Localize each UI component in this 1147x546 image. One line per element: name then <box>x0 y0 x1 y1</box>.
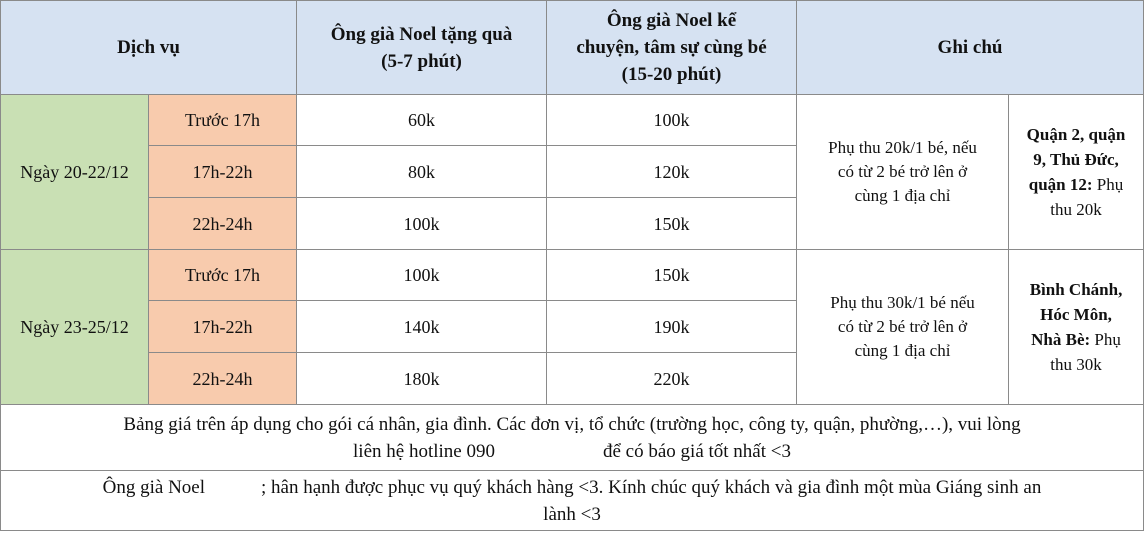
district-fee: Phụ <box>1094 330 1121 349</box>
footer-text: Ông già Noel <box>102 476 206 498</box>
footer-text: Bảng giá trên áp dụng cho gói cá nhân, gia đình. Các đơn vị, tổ chức (trường học, công ty, quận, phường,…), vui lòng <box>123 413 1021 435</box>
gift-price-cell: 100k <box>297 250 547 301</box>
header-notes: Ghi chú <box>797 1 1144 95</box>
story-price-cell: 120k <box>547 146 797 198</box>
story-price-cell: 190k <box>547 301 797 353</box>
footer-text: lành <3 <box>543 503 601 525</box>
district-names: Hóc Môn, <box>1040 305 1112 324</box>
date-cell: Ngày 20-22/12 <box>1 95 149 250</box>
gift-price-cell: 140k <box>297 301 547 353</box>
header-story <box>547 1 797 95</box>
note-line: cùng 1 địa chỉ <box>854 186 951 205</box>
district-names: Bình Chánh, <box>1029 280 1123 299</box>
gift-price-cell: 180k <box>297 353 547 405</box>
gift-price-cell: 80k <box>297 146 547 198</box>
time-slot-cell: 22h-24h <box>149 198 297 250</box>
header-row <box>1 1 1144 95</box>
note-line: cùng 1 địa chỉ <box>854 341 951 360</box>
story-price-cell: 100k <box>547 95 797 146</box>
header-story-line2: chuyện, tâm sự cùng bé <box>576 37 767 58</box>
time-slot-cell: Trước 17h <box>149 95 297 146</box>
header-story-duration: (15-20 phút) <box>621 64 722 85</box>
district-names: Quận 2, quận <box>1026 125 1126 144</box>
time-slot-cell: 17h-22h <box>149 301 297 353</box>
surcharge-note <box>797 95 1009 250</box>
district-surcharge <box>1009 250 1144 405</box>
gift-price-cell: 60k <box>297 95 547 146</box>
story-price-cell: 220k <box>547 353 797 405</box>
header-story-line1: Ông già Noel kể <box>606 10 737 31</box>
footer-text: để có báo giá tốt nhất <3 <box>602 440 791 462</box>
note-line: có từ 2 bé trở lên ở <box>837 162 968 181</box>
district-names: quận 12: <box>1028 175 1093 194</box>
district-fee: thu 20k <box>1050 200 1102 219</box>
footer-row <box>1 471 1144 531</box>
time-slot-cell: 17h-22h <box>149 146 297 198</box>
hotline-text: liên hệ hotline 090 <box>353 440 495 462</box>
district-fee: thu 30k <box>1050 355 1102 374</box>
header-gift-title: Ông già Noel tặng quà <box>330 23 513 45</box>
note-line: Phụ thu 30k/1 bé nếu <box>830 293 975 312</box>
time-slot-cell: 22h-24h <box>149 353 297 405</box>
footer-row <box>1 405 1144 471</box>
date-cell: Ngày 23-25/12 <box>1 250 149 405</box>
story-price-cell: 150k <box>547 250 797 301</box>
header-gift-duration: (5-7 phút) <box>381 50 462 72</box>
note-line: có từ 2 bé trở lên ở <box>837 317 968 336</box>
note-line: Phụ thu 20k/1 bé, nếu <box>828 138 977 157</box>
surcharge-note <box>797 250 1009 405</box>
table-row <box>1 250 1144 301</box>
footer-greeting <box>1 471 1144 531</box>
story-price-cell: 150k <box>547 198 797 250</box>
header-gift <box>297 1 547 95</box>
gift-price-cell: 100k <box>297 198 547 250</box>
table-row <box>1 95 1144 146</box>
district-names: 9, Thủ Đức, <box>1033 150 1119 169</box>
footer-text: ; hân hạnh được phục vụ quý khách hàng <3. Kính chúc quý khách và gia đình một mùa Giáng sinh an <box>261 476 1042 498</box>
header-service: Dịch vụ <box>1 1 297 95</box>
district-fee: Phụ <box>1096 175 1124 194</box>
time-slot-cell: Trước 17h <box>149 250 297 301</box>
district-names: Nhà Bè: <box>1031 330 1091 349</box>
district-surcharge <box>1009 95 1144 250</box>
footer-contact-note <box>1 405 1144 471</box>
